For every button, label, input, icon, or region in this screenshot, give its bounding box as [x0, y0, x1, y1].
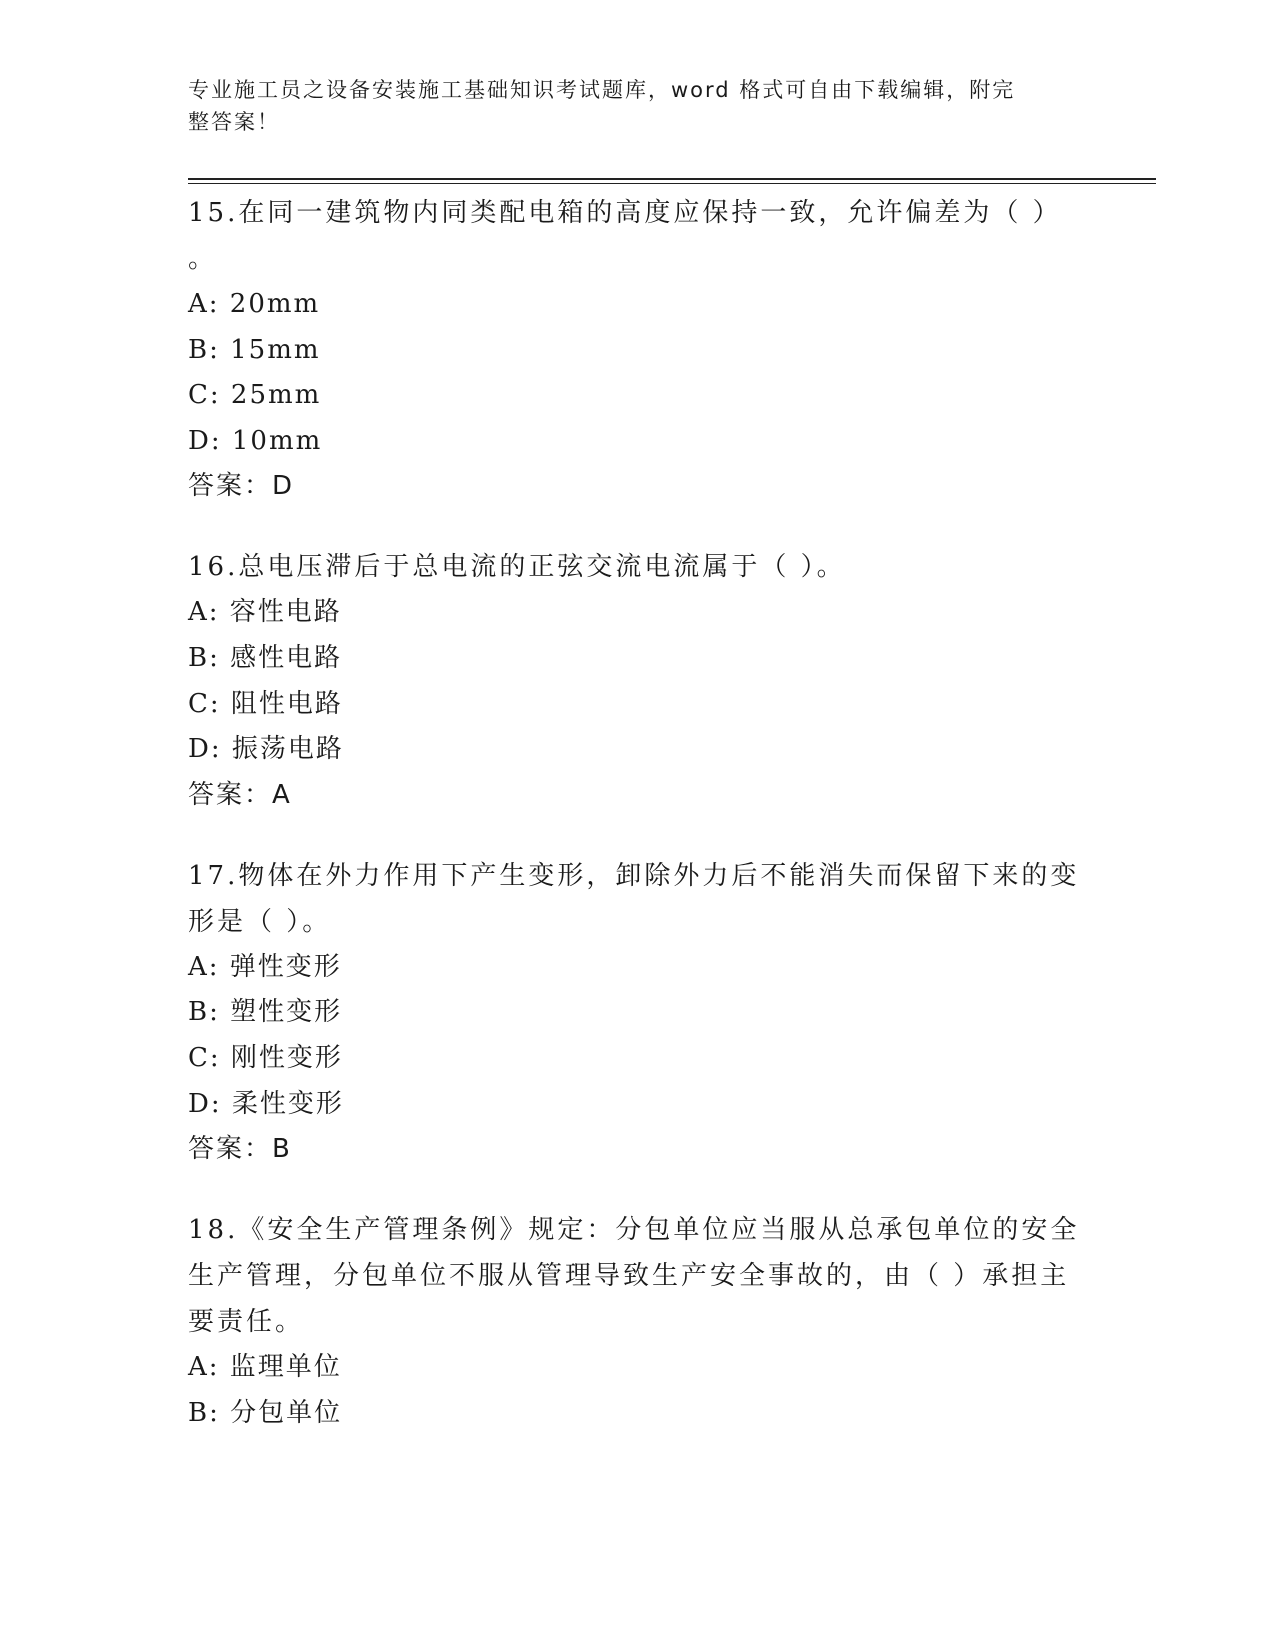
answer-line: 答案：D [188, 471, 295, 502]
question-stem-line: 16.总电压滞后于总电流的正弦交流电流属于（ ）。 [188, 552, 846, 583]
question-18 [188, 1207, 1088, 1436]
option-d: D: 柔性变形 [188, 1088, 344, 1119]
document-header [188, 74, 1068, 138]
option-d: D: 10mm [188, 425, 323, 456]
option-b: B: 塑性变形 [188, 997, 343, 1028]
option-b: B: 分包单位 [188, 1397, 343, 1428]
option-a: A: 20mm [188, 289, 321, 319]
question-stem-line: 。 [188, 244, 218, 274]
question-list [188, 190, 1088, 1472]
header-divider-thick [188, 178, 1156, 180]
question-16 [188, 544, 1088, 816]
option-a: A: 弹性变形 [188, 951, 342, 982]
header-divider-thin [188, 183, 1156, 184]
option-a: A: 容性电路 [188, 597, 342, 628]
option-a: A: 监理单位 [188, 1352, 342, 1383]
option-b: B: 感性电路 [188, 642, 343, 673]
header-line-2: 整答案！ [188, 110, 280, 134]
option-c: C: 25mm [188, 380, 322, 411]
question-stem-line: 生产管理，分包单位不服从管理导致生产安全事故的，由（ ）承担主 [188, 1261, 1070, 1292]
question-15 [188, 190, 1088, 508]
option-b: B: 15mm [188, 334, 321, 365]
question-17 [188, 853, 1088, 1171]
option-c: C: 刚性变形 [188, 1042, 343, 1073]
option-d: D: 振荡电路 [188, 734, 344, 765]
question-stem-line: 17.物体在外力作用下产生变形，卸除外力后不能消失而保留下来的变 [188, 860, 1080, 891]
question-stem-line: 要责任。 [188, 1307, 305, 1338]
header-line-1: 专业施工员之设备安装施工基础知识考试题库，word 格式可自由下载编辑，附完 [188, 78, 1016, 102]
answer-line: 答案：A [188, 779, 292, 810]
question-stem-line: 形是（ ）。 [188, 906, 332, 937]
question-stem-line: 18.《安全生产管理条例》规定：分包单位应当服从总承包单位的安全 [188, 1215, 1080, 1246]
question-stem-line: 15.在同一建筑物内同类配电箱的高度应保持一致，允许偏差为（ ） [188, 198, 1062, 228]
option-c: C: 阻性电路 [188, 688, 343, 719]
answer-line: 答案：B [188, 1134, 292, 1165]
